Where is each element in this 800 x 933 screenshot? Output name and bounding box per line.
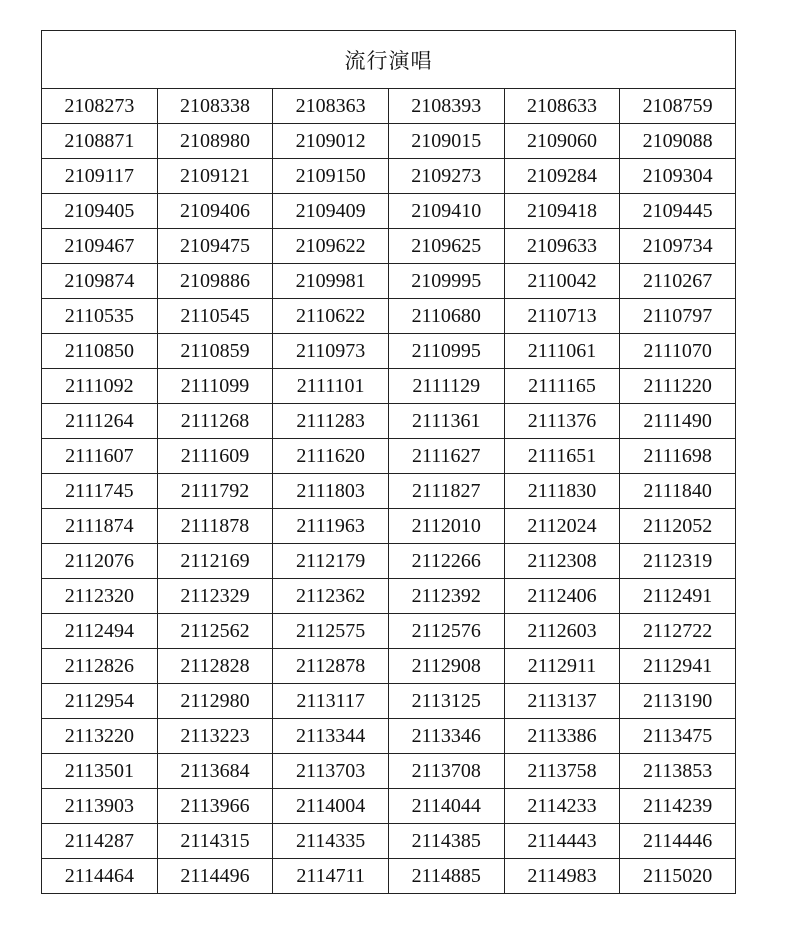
number-cell: 2111698 <box>620 439 736 474</box>
number-cell: 2109406 <box>157 194 273 229</box>
table-row <box>42 649 736 684</box>
number-cell: 2114983 <box>504 859 620 894</box>
number-cell: 2112362 <box>273 579 389 614</box>
table-row <box>42 754 736 789</box>
number-cell: 2111827 <box>388 474 504 509</box>
number-cell: 2111651 <box>504 439 620 474</box>
number-cell: 2109121 <box>157 159 273 194</box>
number-cell: 2109467 <box>42 229 158 264</box>
number-cell: 2112076 <box>42 544 158 579</box>
number-cell: 2111607 <box>42 439 158 474</box>
number-cell: 2114885 <box>388 859 504 894</box>
number-cell: 2110850 <box>42 334 158 369</box>
table-row <box>42 719 736 754</box>
number-cell: 2111283 <box>273 404 389 439</box>
number-cell: 2111092 <box>42 369 158 404</box>
number-cell: 2111101 <box>273 369 389 404</box>
number-cell: 2112576 <box>388 614 504 649</box>
number-cell: 2109410 <box>388 194 504 229</box>
table-row <box>42 474 736 509</box>
number-cell: 2109015 <box>388 124 504 159</box>
table-row <box>42 789 736 824</box>
number-cell: 2112911 <box>504 649 620 684</box>
number-cell: 2113684 <box>157 754 273 789</box>
number-cell: 2113708 <box>388 754 504 789</box>
number-cell: 2112024 <box>504 509 620 544</box>
number-cell: 2109088 <box>620 124 736 159</box>
number-cell: 2109418 <box>504 194 620 229</box>
number-cell: 2111874 <box>42 509 158 544</box>
number-cell: 2108871 <box>42 124 158 159</box>
number-cell: 2109734 <box>620 229 736 264</box>
number-cell: 2113223 <box>157 719 273 754</box>
number-cell: 2112908 <box>388 649 504 684</box>
number-cell: 2114044 <box>388 789 504 824</box>
number-cell: 2111376 <box>504 404 620 439</box>
table-row <box>42 614 736 649</box>
number-cell: 2111361 <box>388 404 504 439</box>
table-row <box>42 579 736 614</box>
number-cell: 2113758 <box>504 754 620 789</box>
number-cell: 2108759 <box>620 89 736 124</box>
number-cell: 2110622 <box>273 299 389 334</box>
number-cell: 2108393 <box>388 89 504 124</box>
number-cell: 2109405 <box>42 194 158 229</box>
number-cell: 2111129 <box>388 369 504 404</box>
number-cell: 2112828 <box>157 649 273 684</box>
number-cell: 2113501 <box>42 754 158 789</box>
number-cell: 2111830 <box>504 474 620 509</box>
number-cell: 2110973 <box>273 334 389 369</box>
number-cell: 2109304 <box>620 159 736 194</box>
number-cell: 2108980 <box>157 124 273 159</box>
number-cell: 2110267 <box>620 264 736 299</box>
table-row <box>42 509 736 544</box>
table-row <box>42 124 736 159</box>
number-cell: 2114464 <box>42 859 158 894</box>
number-cell: 2114335 <box>273 824 389 859</box>
table-row <box>42 544 736 579</box>
number-cell: 2111840 <box>620 474 736 509</box>
table-row <box>42 229 736 264</box>
number-cell: 2115020 <box>620 859 736 894</box>
number-cell: 2109633 <box>504 229 620 264</box>
number-cell: 2112052 <box>620 509 736 544</box>
number-cell: 2109445 <box>620 194 736 229</box>
number-cell: 2113703 <box>273 754 389 789</box>
number-cell: 2108633 <box>504 89 620 124</box>
number-cell: 2111220 <box>620 369 736 404</box>
document-sheet <box>41 30 736 894</box>
table-row <box>42 264 736 299</box>
number-cell: 2110859 <box>157 334 273 369</box>
number-cell: 2108338 <box>157 89 273 124</box>
number-cell: 2111099 <box>157 369 273 404</box>
number-cell: 2111963 <box>273 509 389 544</box>
number-cell: 2112826 <box>42 649 158 684</box>
number-cell: 2111609 <box>157 439 273 474</box>
number-cell: 2109060 <box>504 124 620 159</box>
number-cell: 2109475 <box>157 229 273 264</box>
number-cell: 2112010 <box>388 509 504 544</box>
number-cell: 2111070 <box>620 334 736 369</box>
number-cell: 2108363 <box>273 89 389 124</box>
number-cell: 2111745 <box>42 474 158 509</box>
number-cell: 2113117 <box>273 684 389 719</box>
table-row <box>42 369 736 404</box>
number-cell: 2112494 <box>42 614 158 649</box>
table-row <box>42 159 736 194</box>
number-cell: 2112266 <box>388 544 504 579</box>
number-cell: 2110535 <box>42 299 158 334</box>
number-cell: 2109409 <box>273 194 389 229</box>
number-cell: 2111627 <box>388 439 504 474</box>
table-row <box>42 334 736 369</box>
number-cell: 2113966 <box>157 789 273 824</box>
number-cell: 2109622 <box>273 229 389 264</box>
table-body <box>42 89 736 894</box>
number-cell: 2110545 <box>157 299 273 334</box>
number-cell: 2112329 <box>157 579 273 614</box>
number-cell: 2112603 <box>504 614 620 649</box>
number-cell: 2109117 <box>42 159 158 194</box>
number-cell: 2113220 <box>42 719 158 754</box>
number-cell: 2111878 <box>157 509 273 544</box>
number-cell: 2110680 <box>388 299 504 334</box>
number-cell: 2113125 <box>388 684 504 719</box>
number-cell: 2111792 <box>157 474 273 509</box>
number-cell: 2114239 <box>620 789 736 824</box>
table-row <box>42 194 736 229</box>
number-cell: 2109284 <box>504 159 620 194</box>
number-cell: 2112722 <box>620 614 736 649</box>
number-cell: 2111268 <box>157 404 273 439</box>
table-title: 流行演唱 <box>42 31 736 89</box>
table-row <box>42 824 736 859</box>
table-row <box>42 859 736 894</box>
number-cell: 2109874 <box>42 264 158 299</box>
number-cell: 2114004 <box>273 789 389 824</box>
number-cell: 2112954 <box>42 684 158 719</box>
number-cell: 2112319 <box>620 544 736 579</box>
number-cell: 2109995 <box>388 264 504 299</box>
number-cell: 2109150 <box>273 159 389 194</box>
number-cell: 2112392 <box>388 579 504 614</box>
number-cell: 2109273 <box>388 159 504 194</box>
number-cell: 2109886 <box>157 264 273 299</box>
number-cell: 2114443 <box>504 824 620 859</box>
number-cell: 2111061 <box>504 334 620 369</box>
number-cell: 2113903 <box>42 789 158 824</box>
table-row <box>42 404 736 439</box>
number-cell: 2114711 <box>273 859 389 894</box>
number-cell: 2112320 <box>42 579 158 614</box>
number-cell: 2111264 <box>42 404 158 439</box>
table-row <box>42 299 736 334</box>
number-cell: 2113137 <box>504 684 620 719</box>
number-cell: 2114496 <box>157 859 273 894</box>
number-cell: 2113386 <box>504 719 620 754</box>
table-row <box>42 89 736 124</box>
number-cell: 2108273 <box>42 89 158 124</box>
number-cell: 2110042 <box>504 264 620 299</box>
number-cell: 2112406 <box>504 579 620 614</box>
number-cell: 2114233 <box>504 789 620 824</box>
number-cell: 2114287 <box>42 824 158 859</box>
number-cell: 2111620 <box>273 439 389 474</box>
number-cell: 2112491 <box>620 579 736 614</box>
number-cell: 2112179 <box>273 544 389 579</box>
number-cell: 2112941 <box>620 649 736 684</box>
number-cell: 2113475 <box>620 719 736 754</box>
table-row <box>42 684 736 719</box>
title-row <box>42 31 736 89</box>
number-table <box>41 30 736 894</box>
number-cell: 2114385 <box>388 824 504 859</box>
number-cell: 2109981 <box>273 264 389 299</box>
number-cell: 2112878 <box>273 649 389 684</box>
number-cell: 2109625 <box>388 229 504 264</box>
number-cell: 2112169 <box>157 544 273 579</box>
number-cell: 2112562 <box>157 614 273 649</box>
number-cell: 2111490 <box>620 404 736 439</box>
number-cell: 2113853 <box>620 754 736 789</box>
number-cell: 2109012 <box>273 124 389 159</box>
table-row <box>42 439 736 474</box>
number-cell: 2114315 <box>157 824 273 859</box>
number-cell: 2111165 <box>504 369 620 404</box>
number-cell: 2110995 <box>388 334 504 369</box>
number-cell: 2112575 <box>273 614 389 649</box>
number-cell: 2113346 <box>388 719 504 754</box>
number-cell: 2110713 <box>504 299 620 334</box>
number-cell: 2113344 <box>273 719 389 754</box>
number-cell: 2112308 <box>504 544 620 579</box>
number-cell: 2111803 <box>273 474 389 509</box>
number-cell: 2113190 <box>620 684 736 719</box>
number-cell: 2114446 <box>620 824 736 859</box>
number-cell: 2110797 <box>620 299 736 334</box>
number-cell: 2112980 <box>157 684 273 719</box>
